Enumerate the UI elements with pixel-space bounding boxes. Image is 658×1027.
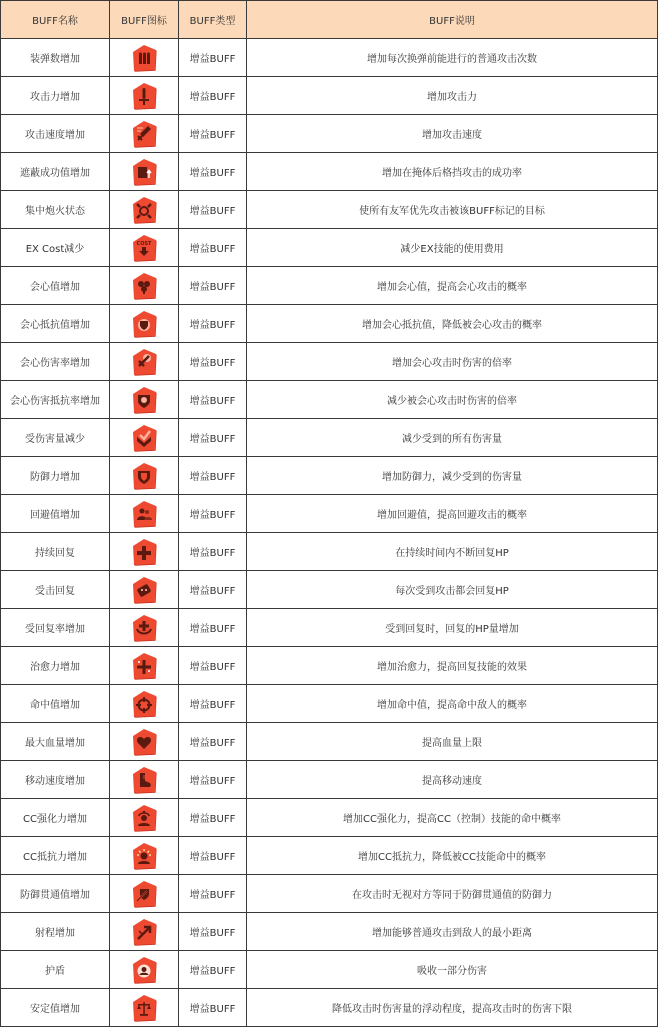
buff-name-cell: 集中炮火状态 [1, 191, 110, 229]
buff-type-cell: 增益BUFF [179, 761, 247, 799]
table-row [1, 267, 658, 305]
table-row [1, 77, 658, 115]
table-row [1, 191, 658, 229]
buff-icon-cell [110, 875, 179, 913]
buff-icon-cell [110, 571, 179, 609]
buff-type-cell: 增益BUFF [179, 305, 247, 343]
buff-name-cell: 安定值增加 [1, 989, 110, 1027]
buff-name-cell: EX Cost减少 [1, 229, 110, 267]
heal-on-hit-icon [131, 575, 157, 605]
table-row [1, 305, 658, 343]
buff-icon-cell [110, 609, 179, 647]
buff-icon-cell [110, 191, 179, 229]
buff-icon-cell [110, 419, 179, 457]
buff-icon-cell [110, 951, 179, 989]
buff-name-cell: 装弹数增加 [1, 39, 110, 77]
table-row [1, 875, 658, 913]
crit-damage-icon [131, 347, 157, 377]
buff-icon-cell [110, 153, 179, 191]
buff-name-cell: 移动速度增加 [1, 761, 110, 799]
cc-power-icon [131, 803, 157, 833]
crit-icon [131, 271, 157, 301]
buff-desc-cell: 受到回复时，回复的HP量增加 [247, 609, 658, 647]
buff-type-cell: 增益BUFF [179, 115, 247, 153]
buff-icon-cell [110, 39, 179, 77]
buff-name-cell: 治愈力增加 [1, 647, 110, 685]
buff-name-cell: 会心伤害率增加 [1, 343, 110, 381]
buff-icon-cell [110, 533, 179, 571]
barrier-icon [131, 955, 157, 985]
buff-type-cell: 增益BUFF [179, 457, 247, 495]
evasion-icon [131, 499, 157, 529]
buff-desc-cell: 增加能够普通攻击到敌人的最小距离 [247, 913, 658, 951]
crit-damage-resist-icon [131, 385, 157, 415]
buff-desc-cell: 增加会心攻击时伤害的倍率 [247, 343, 658, 381]
buff-desc-cell: 降低攻击时伤害量的浮动程度，提高攻击时的伤害下限 [247, 989, 658, 1027]
buff-name-cell: 命中值增加 [1, 685, 110, 723]
buff-desc-cell: 增加会心抵抗值，降低被会心攻击的概率 [247, 305, 658, 343]
buff-type-cell: 增益BUFF [179, 989, 247, 1027]
buff-type-cell: 增益BUFF [179, 77, 247, 115]
buff-icon-cell [110, 799, 179, 837]
heal-over-time-icon [131, 537, 157, 567]
buff-type-cell: 增益BUFF [179, 913, 247, 951]
buff-type-cell: 增益BUFF [179, 723, 247, 761]
cover-block-icon [131, 157, 157, 187]
buff-icon-cell [110, 77, 179, 115]
buff-type-cell: 增益BUFF [179, 609, 247, 647]
buff-name-cell: 攻击力增加 [1, 77, 110, 115]
buff-desc-cell: 每次受到攻击都会回复HP [247, 571, 658, 609]
buff-desc-cell: 增加每次换弹前能进行的普通攻击次数 [247, 39, 658, 77]
table-row [1, 647, 658, 685]
shield-icon [131, 461, 157, 491]
buff-name-cell: 会心伤害抵抗率增加 [1, 381, 110, 419]
buff-type-cell: 增益BUFF [179, 495, 247, 533]
crit-resist-icon [131, 309, 157, 339]
table-row [1, 343, 658, 381]
table-row [1, 457, 658, 495]
buff-desc-cell: 增加CC抵抗力，降低被CC技能命中的概率 [247, 837, 658, 875]
table-row [1, 39, 658, 77]
buff-type-cell: 增益BUFF [179, 191, 247, 229]
buff-desc-cell: 增加CC强化力，提高CC（控制）技能的命中概率 [247, 799, 658, 837]
table-row [1, 913, 658, 951]
buff-desc-cell: 增加防御力，减少受到的伤害量 [247, 457, 658, 495]
buff-name-cell: 会心抵抗值增加 [1, 305, 110, 343]
buff-icon-cell [110, 305, 179, 343]
buff-desc-cell: 增加攻击力 [247, 77, 658, 115]
focus-fire-icon [131, 195, 157, 225]
table-row [1, 229, 658, 267]
buff-type-cell: 增益BUFF [179, 39, 247, 77]
sword-speed-icon [131, 119, 157, 149]
buff-name-cell: 受回复率增加 [1, 609, 110, 647]
heal-received-icon [131, 613, 157, 643]
buff-desc-cell: 减少EX技能的使用费用 [247, 229, 658, 267]
table-row [1, 153, 658, 191]
healing-power-icon [131, 651, 157, 681]
buff-name-cell: 射程增加 [1, 913, 110, 951]
buff-desc-cell: 减少受到的所有伤害量 [247, 419, 658, 457]
buff-desc-cell: 在持续时间内不断回复HP [247, 533, 658, 571]
buff-icon-cell [110, 457, 179, 495]
buff-type-cell: 增益BUFF [179, 153, 247, 191]
range-arrow-icon [131, 917, 157, 947]
buff-type-cell: 增益BUFF [179, 229, 247, 267]
table-row [1, 419, 658, 457]
buff-type-cell: 增益BUFF [179, 267, 247, 305]
buff-type-cell: 增益BUFF [179, 837, 247, 875]
buff-type-cell: 增益BUFF [179, 343, 247, 381]
damage-reduce-icon [131, 423, 157, 453]
buff-name-cell: 会心值增加 [1, 267, 110, 305]
table-header-row [1, 1, 658, 39]
buff-name-cell: 遮蔽成功值增加 [1, 153, 110, 191]
buff-icon-cell [110, 495, 179, 533]
buff-type-cell: 增益BUFF [179, 951, 247, 989]
table-row [1, 533, 658, 571]
buff-type-cell: 增益BUFF [179, 533, 247, 571]
header-buff-type: BUFF类型 [179, 1, 247, 39]
table-row [1, 381, 658, 419]
buff-desc-cell: 提高血量上限 [247, 723, 658, 761]
buff-type-cell: 增益BUFF [179, 799, 247, 837]
buff-name-cell: 防御贯通值增加 [1, 875, 110, 913]
buff-desc-cell: 增加会心值，提高会心攻击的概率 [247, 267, 658, 305]
cc-resist-icon [131, 841, 157, 871]
heart-icon [131, 727, 157, 757]
buff-icon-cell [110, 647, 179, 685]
buff-desc-cell: 增加在掩体后格挡攻击的成功率 [247, 153, 658, 191]
buff-name-cell: CC抵抗力增加 [1, 837, 110, 875]
table-row [1, 609, 658, 647]
buff-name-cell: 受伤害量减少 [1, 419, 110, 457]
buff-icon-cell [110, 115, 179, 153]
buff-desc-cell: 增加回避值，提高回避攻击的概率 [247, 495, 658, 533]
buff-desc-cell: 增加命中值，提高命中敌人的概率 [247, 685, 658, 723]
buff-desc-cell: 增加治愈力，提高回复技能的效果 [247, 647, 658, 685]
buff-type-cell: 增益BUFF [179, 381, 247, 419]
svg-text:COST: COST [136, 240, 152, 247]
buff-name-cell: 受击回复 [1, 571, 110, 609]
table-row [1, 951, 658, 989]
buff-icon-cell [110, 343, 179, 381]
buff-name-cell: CC强化力增加 [1, 799, 110, 837]
buff-desc-cell: 在攻击时无视对方等同于防御贯通值的防御力 [247, 875, 658, 913]
armor-pierce-icon [131, 879, 157, 909]
buff-desc-cell: 吸收一部分伤害 [247, 951, 658, 989]
buff-icon-cell [110, 761, 179, 799]
buff-type-cell: 增益BUFF [179, 419, 247, 457]
buff-name-cell: 最大血量增加 [1, 723, 110, 761]
buff-icon-cell [110, 685, 179, 723]
table-row [1, 495, 658, 533]
cost-down-icon [131, 233, 157, 263]
table-row [1, 115, 658, 153]
buff-icon-cell [110, 381, 179, 419]
buff-name-cell: 持续回复 [1, 533, 110, 571]
table-row [1, 723, 658, 761]
buff-type-cell: 增益BUFF [179, 571, 247, 609]
buff-icon-cell [110, 913, 179, 951]
buff-icon-cell [110, 267, 179, 305]
scale-icon [131, 993, 157, 1023]
ammo-icon [131, 43, 157, 73]
table-body [1, 39, 658, 1027]
buff-type-cell: 增益BUFF [179, 647, 247, 685]
buff-icon-cell [110, 723, 179, 761]
buff-desc-cell: 提高移动速度 [247, 761, 658, 799]
buff-type-cell: 增益BUFF [179, 875, 247, 913]
buff-icon-cell [110, 837, 179, 875]
table-row [1, 571, 658, 609]
buff-desc-cell: 减少被会心攻击时伤害的倍率 [247, 381, 658, 419]
buff-name-cell: 回避值增加 [1, 495, 110, 533]
buff-name-cell: 攻击速度增加 [1, 115, 110, 153]
buff-icon-cell [110, 989, 179, 1027]
buff-desc-cell: 增加攻击速度 [247, 115, 658, 153]
boot-icon [131, 765, 157, 795]
table-row [1, 989, 658, 1027]
buff-desc-cell: 使所有友军优先攻击被该BUFF标记的目标 [247, 191, 658, 229]
buff-icon-cell [110, 229, 179, 267]
table-row [1, 837, 658, 875]
header-buff-name: BUFF名称 [1, 1, 110, 39]
header-buff-icon: BUFF图标 [110, 1, 179, 39]
table-row [1, 799, 658, 837]
buff-name-cell: 防御力增加 [1, 457, 110, 495]
header-buff-desc: BUFF说明 [247, 1, 658, 39]
buff-type-cell: 增益BUFF [179, 685, 247, 723]
crosshair-icon [131, 689, 157, 719]
buff-name-cell: 护盾 [1, 951, 110, 989]
sword-attack-icon [131, 81, 157, 111]
table-row [1, 761, 658, 799]
table-row [1, 685, 658, 723]
